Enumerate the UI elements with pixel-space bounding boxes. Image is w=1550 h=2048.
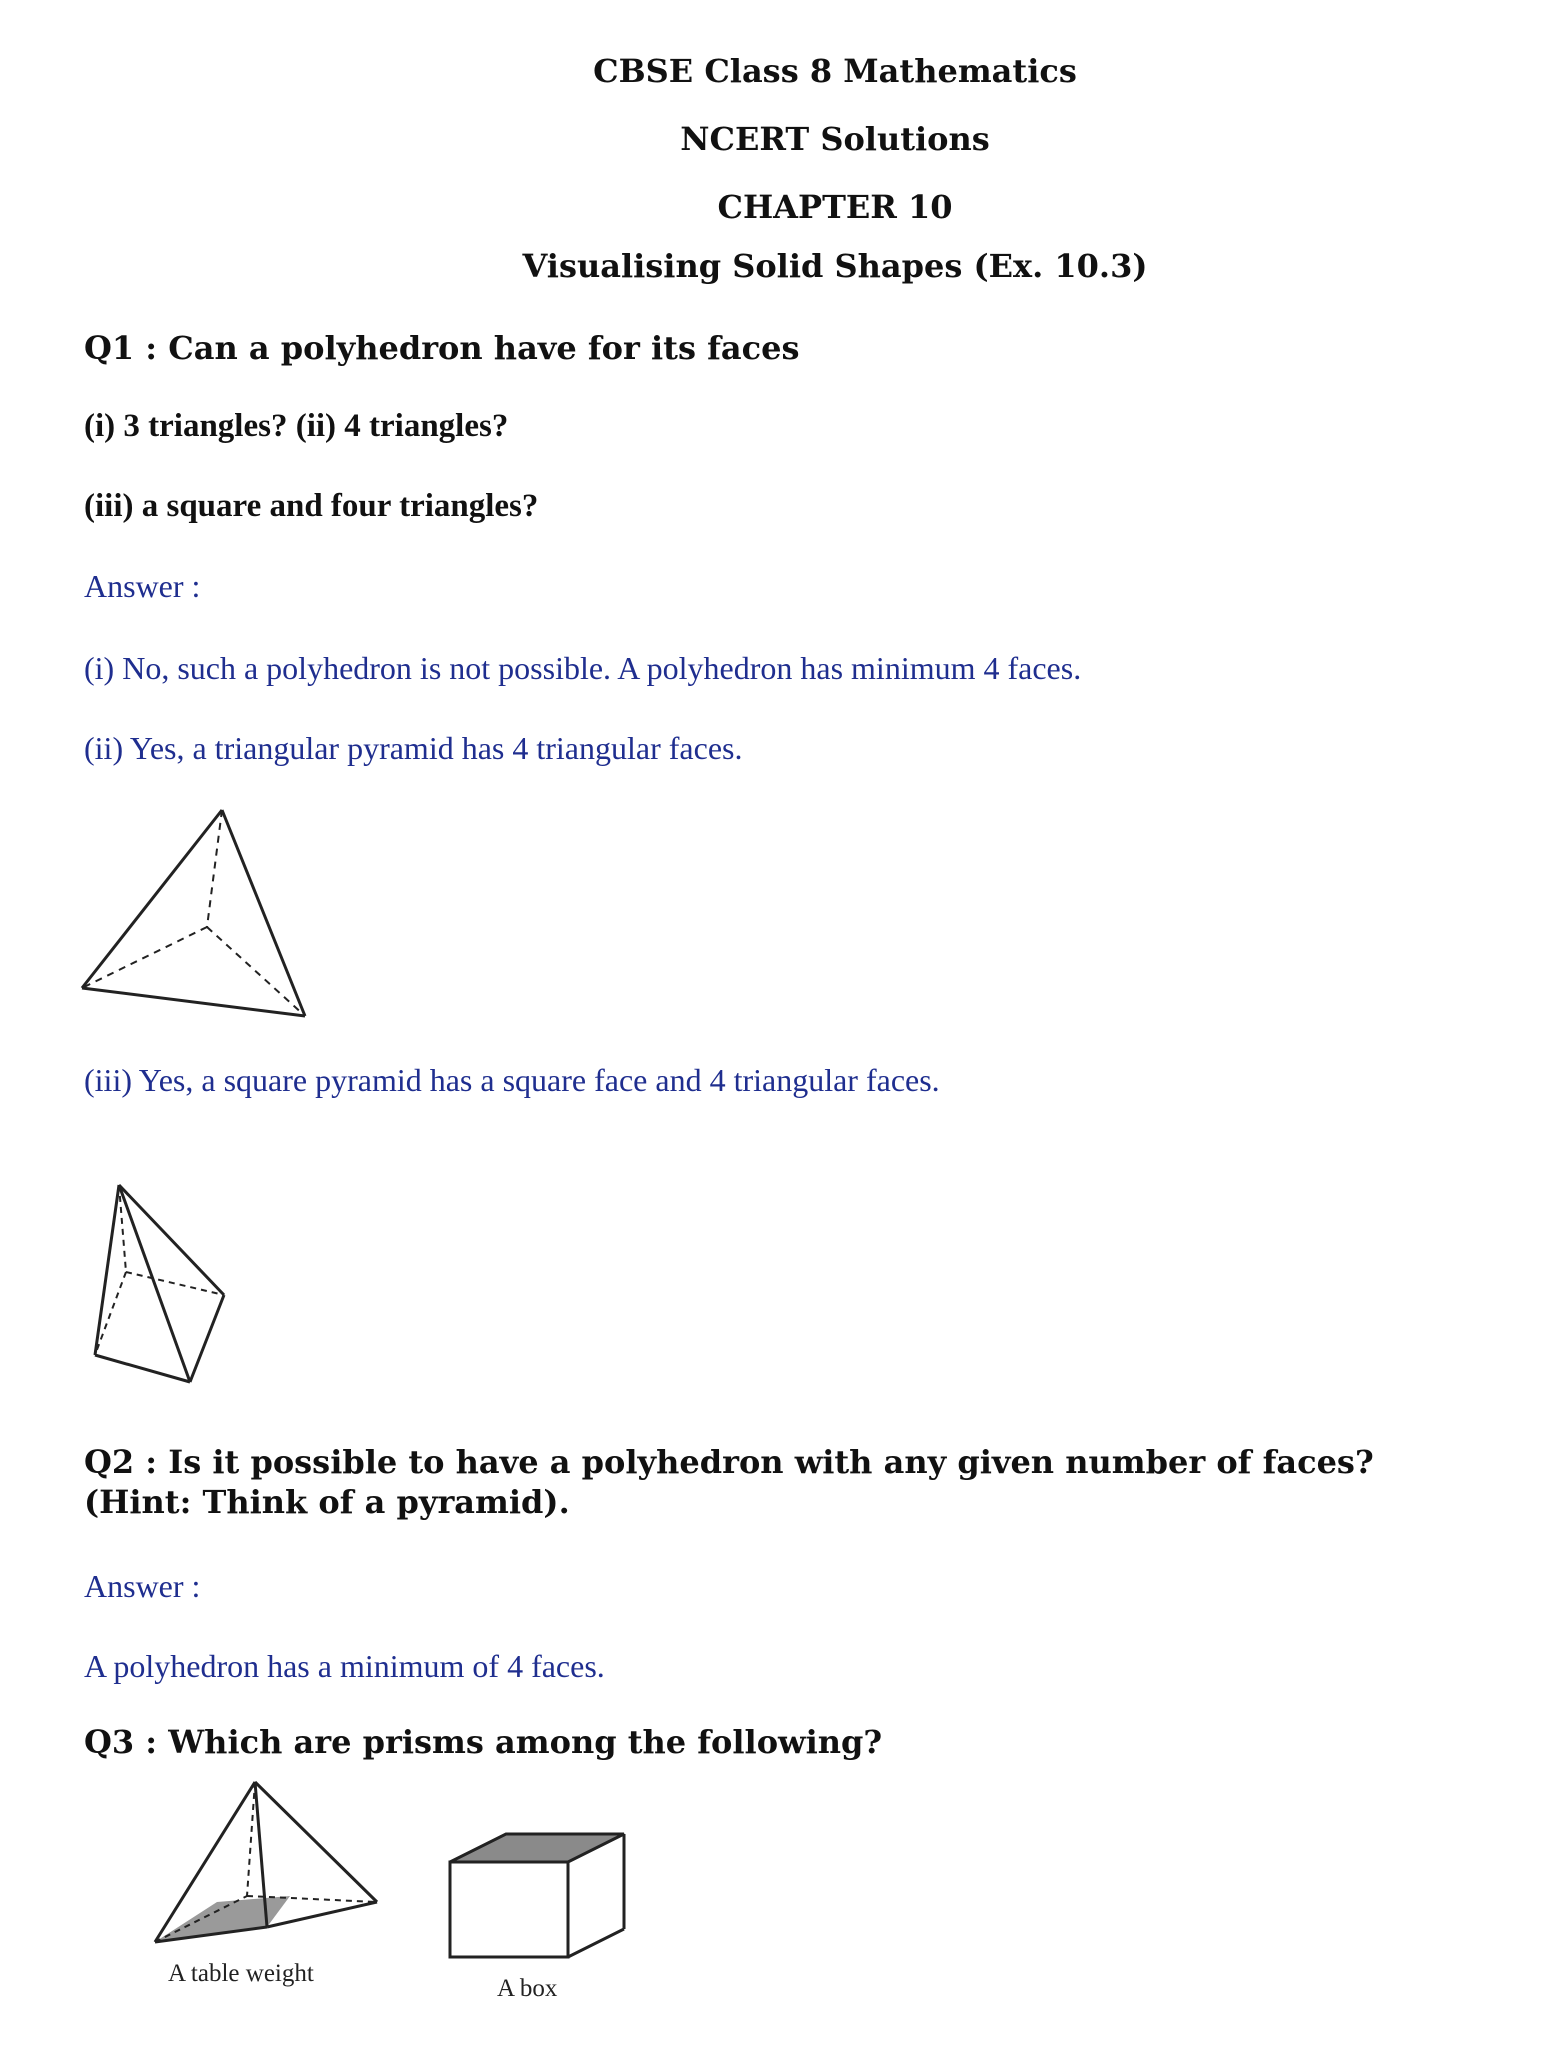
q1-answer-3: (iii) Yes, a square pyramid has a square face and 4 triangular faces. bbox=[84, 1062, 940, 1098]
caption-table-weight: A table weight bbox=[168, 1960, 314, 1987]
document-title: CBSE Class 8 Mathematics bbox=[593, 52, 1077, 90]
q1-part-2: (iii) a square and four triangles? bbox=[84, 488, 539, 524]
q1-answer-2: (ii) Yes, a triangular pyramid has 4 triangular faces. bbox=[84, 730, 743, 766]
q1-answer-1: (i) No, such a polyhedron is not possible. A polyhedron has minimum 4 faces. bbox=[84, 650, 1082, 686]
q2-answer-label: Answer : bbox=[84, 1568, 201, 1604]
chapter-title: Visualising Solid Shapes (Ex. 10.3) bbox=[522, 247, 1148, 285]
q2-question: Q2 : Is it possible to have a polyhedron with any given number of faces? (Hint: Think of a pyramid). bbox=[84, 1443, 1374, 1521]
q3-question: Q3 : Which are prisms among the following? bbox=[84, 1723, 883, 1761]
caption-box: A box bbox=[497, 1975, 558, 2002]
q1-question: Q1 : Can a polyhedron have for its faces bbox=[84, 329, 800, 367]
square-pyramid-figure bbox=[80, 1170, 240, 1400]
table-weight-figure bbox=[145, 1770, 395, 1950]
chapter-label: CHAPTER 10 bbox=[717, 188, 953, 226]
triangular-pyramid-figure bbox=[70, 800, 330, 1030]
box-figure bbox=[440, 1825, 640, 1965]
document-subtitle: NCERT Solutions bbox=[680, 120, 990, 158]
q1-part-1: (i) 3 triangles? (ii) 4 triangles? bbox=[84, 408, 509, 444]
q1-answer-label: Answer : bbox=[84, 568, 201, 604]
q2-answer: A polyhedron has a minimum of 4 faces. bbox=[84, 1648, 605, 1684]
